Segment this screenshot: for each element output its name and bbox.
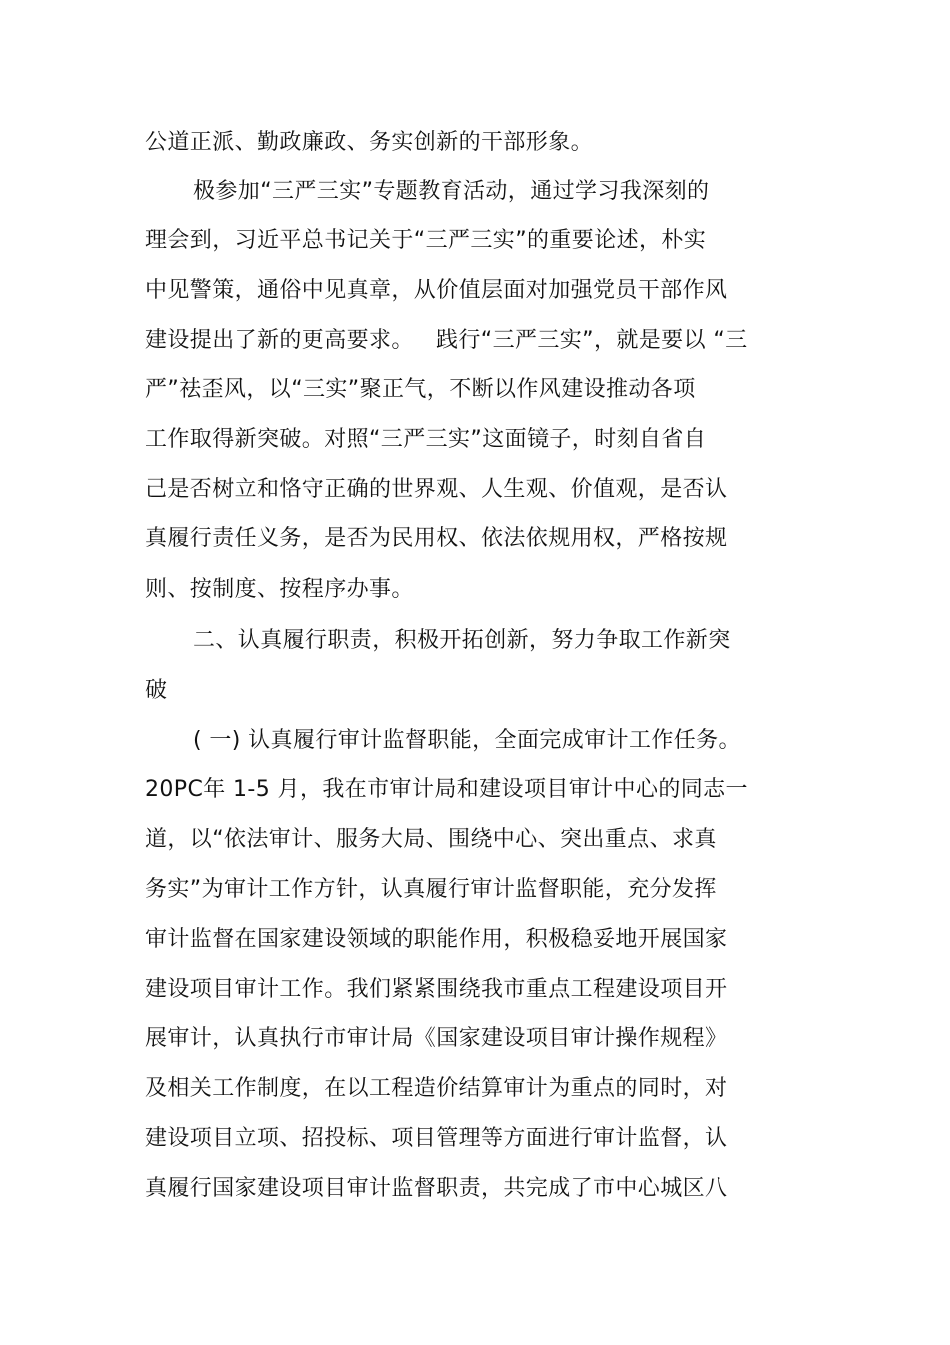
text-line: 展审计，认真执行市审计局《国家建设项目审计操作规程》 [145,1026,728,1051]
text-line: 务实”为审计工作方针，认真履行审计监督职能，充分发挥 [145,877,717,902]
text-line: 道，以“依法审计、服务大局、围绕中心、突出重点、求真 [145,827,717,852]
text-line: 则、按制度、按程序办事。 [145,577,414,602]
text-line: 建设项目立项、招投标、项目管理等方面进行审计监督，认 [145,1126,728,1151]
section-heading-continuation: 破 [145,678,168,703]
text-line: 审计监督在国家建设领域的职能作用，积极稳妥地开展国家 [145,927,728,952]
subsection-heading: ( 一) 认真履行审计监督职能，全面完成审计工作任务。 [193,728,741,753]
text-line: 中见警策，通俗中见真章，从价值层面对加强党员干部作风 [145,278,728,303]
text-line: 建设提出了新的更高要求。 践行“三严三实”，就是要以 “三 [145,328,748,353]
text-line: 及相关工作制度，在以工程造价结算审计为重点的同时，对 [145,1076,728,1101]
text-line: 严”祛歪风，以“三实”聚正气，不断以作风建设推动各项 [145,377,696,402]
text-line: 己是否树立和恪守正确的世界观、人生观、价值观，是否认 [145,477,728,502]
text-line: 理会到，习近平总书记关于“三严三实”的重要论述，朴实 [145,228,707,253]
text-line: 公道正派、勤政廉政、务实创新的干部形象。 [145,130,594,155]
text-line: 真履行国家建设项目审计监督职责，共完成了市中心城区八 [145,1176,728,1201]
section-heading: 二、认真履行职责，积极开拓创新，努力争取工作新突 [193,628,731,653]
paragraph-first-line: 极参加“三严三实”专题教育活动，通过学习我深刻的 [193,179,710,204]
text-line: 工作取得新突破。对照“三严三实”这面镜子，时刻自省自 [145,427,707,452]
text-line: 建设项目审计工作。我们紧紧围绕我市重点工程建设项目开 [145,977,728,1002]
text-line: 20PC年 1-5 月，我在市审计局和建设项目审计中心的同志一 [145,777,748,802]
text-line: 真履行责任义务，是否为民用权、依法依规用权，严格按规 [145,526,728,551]
